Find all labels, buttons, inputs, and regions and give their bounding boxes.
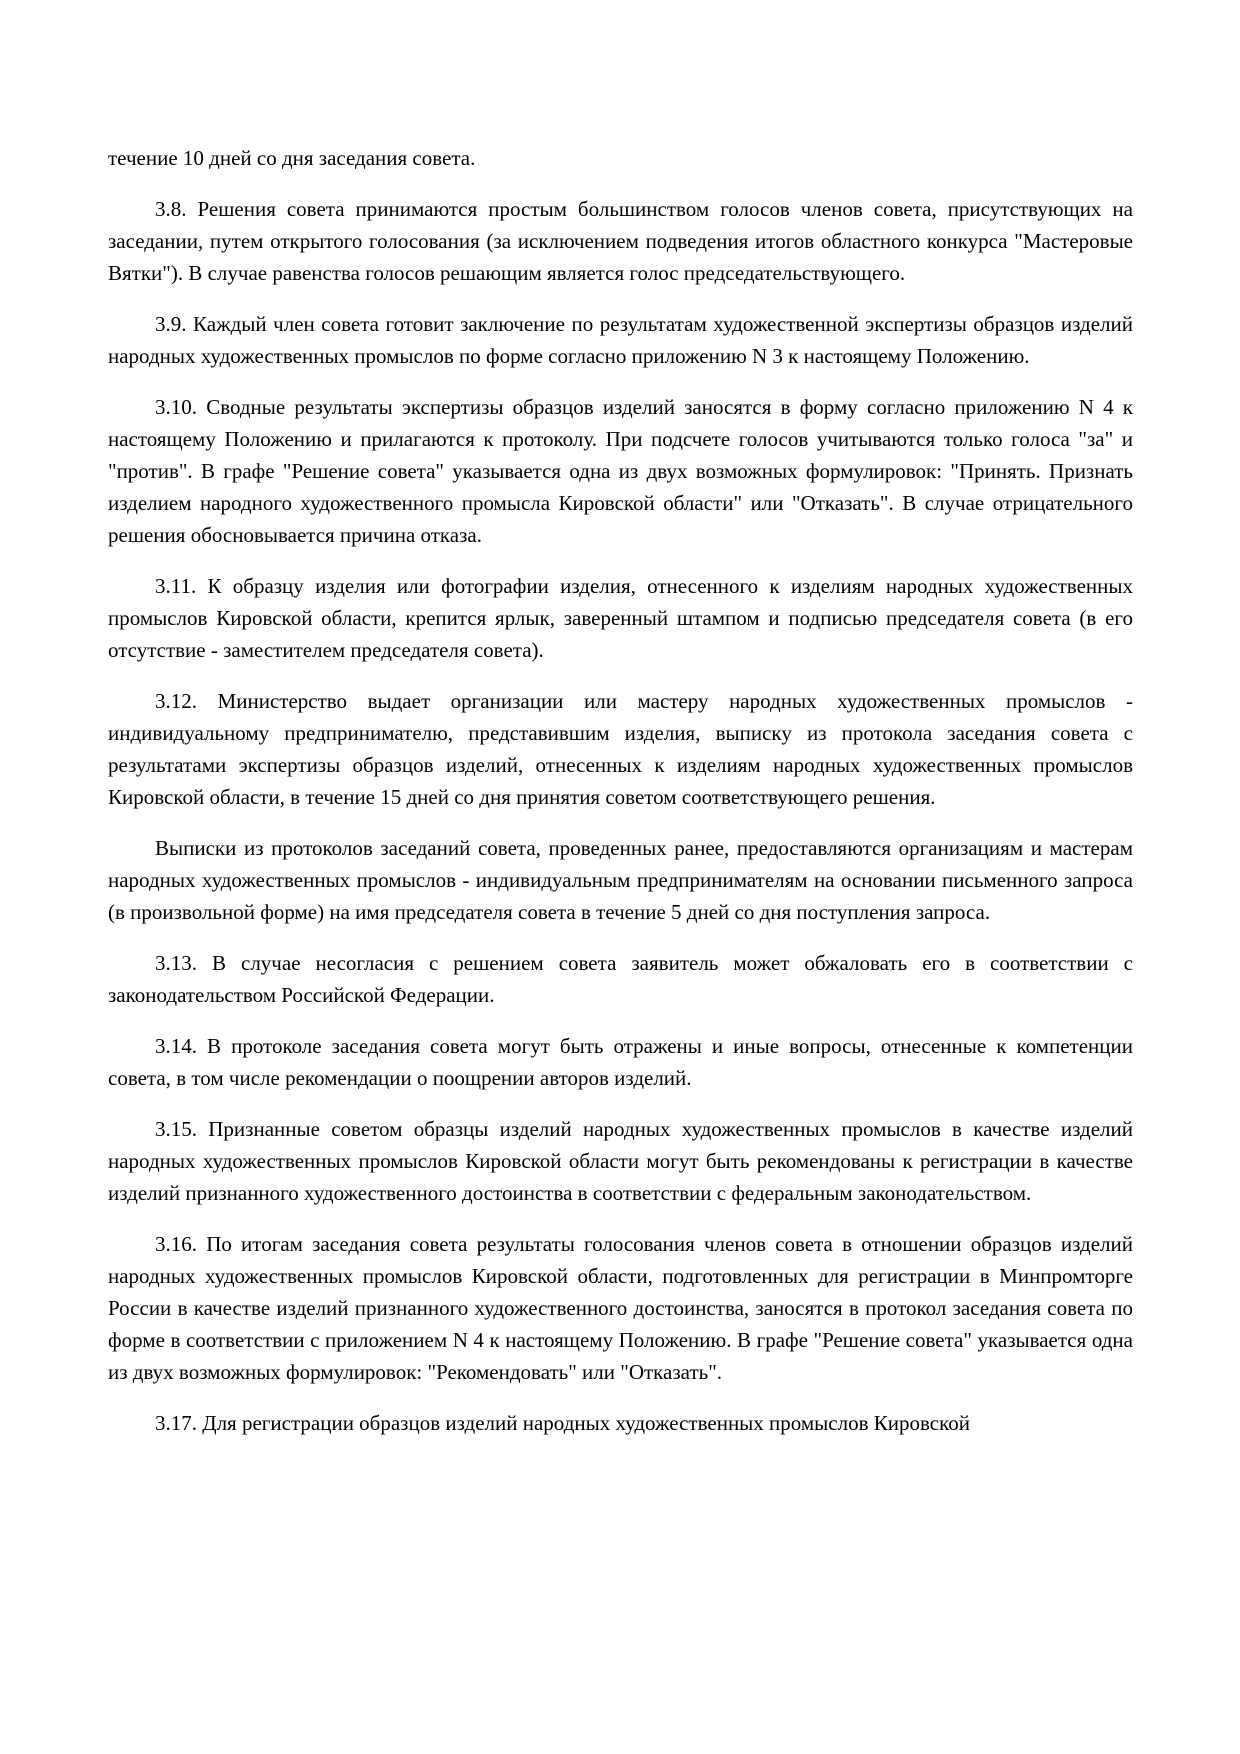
para-3-15: 3.15. Признанные советом образцы изделий народных художественных промыслов в качестве изделий народных художественных промыслов Кировской области могут быть рекомендованы к регистрации в качестве изделий признанного художественного достоинства в соответствии с федеральным законодательством.	[108, 1117, 1133, 1205]
para-3-14: 3.14. В протоколе заседания совета могут быть отражены и иные вопросы, отнесенные к компетенции совета, в том числе рекомендации о поощрении авторов изделий.	[108, 1034, 1133, 1090]
para-extracts-note: Выписки из протоколов заседаний совета, проведенных ранее, предоставляются организациям и мастерам народных художественных промыслов - индивидуальным предпринимателям на основании письменного запроса (в произвольной форме) на имя председателя совета в течение 5 дней со дня поступления запроса.	[108, 836, 1133, 924]
para-3-10: 3.10. Сводные результаты экспертизы образцов изделий заносятся в форму согласно приложению N 4 к настоящему Положению и прилагаются к протоколу. При подсчете голосов учитываются только голоса "за" и "против". В графе "Решение совета" указывается одна из двух возможных формулировок: "Принять. Признать изделием народного художественного промысла Кировской области" или "Отказать". В случае отрицательного решения обосновывается причина отказа.	[108, 395, 1133, 547]
para-3-8: 3.8. Решения совета принимаются простым большинством голосов членов совета, присутствующих на заседании, путем открытого голосования (за исключением подведения итогов областного конкурса "Мастеровые Вятки"). В случае равенства голосов решающим является голос председательствующего.	[108, 197, 1133, 285]
para-3-16: 3.16. По итогам заседания совета результаты голосования членов совета в отношении образцов изделий народных художественных промыслов Кировской области, подготовленных для регистрации в Минпромторге России в качестве изделий признанного художественного достоинства, заносятся в протокол заседания совета по форме в соответствии с приложением N 4 к настоящему Положению. В графе "Решение совета" указывается одна из двух возможных формулировок: "Рекомендовать" или "Отказать".	[108, 1232, 1133, 1384]
para-continuation: течение 10 дней со дня заседания совета.	[108, 146, 476, 170]
para-3-11: 3.11. К образцу изделия или фотографии изделия, отнесенного к изделиям народных художественных промыслов Кировской области, крепится ярлык, заверенный штампом и подписью председателя совета (в его отсутствие - заместителем председателя совета).	[108, 574, 1133, 662]
para-3-17: 3.17. Для регистрации образцов изделий народных художественных промыслов Кировской	[155, 1411, 970, 1435]
para-3-13: 3.13. В случае несогласия с решением совета заявитель может обжаловать его в соответствии с законодательством Российской Федерации.	[108, 951, 1133, 1007]
para-3-12: 3.12. Министерство выдает организации или мастеру народных художественных промыслов - индивидуальному предпринимателю, представившим изделия, выписку из протокола заседания совета с результатами экспертизы образцов изделий, отнесенных к изделиям народных художественных промыслов Кировской области, в течение 15 дней со дня принятия советом соответствующего решения.	[108, 689, 1133, 809]
para-3-9: 3.9. Каждый член совета готовит заключение по результатам художественной экспертизы образцов изделий народных художественных промыслов по форме согласно приложению N 3 к настоящему Положению.	[108, 312, 1133, 368]
